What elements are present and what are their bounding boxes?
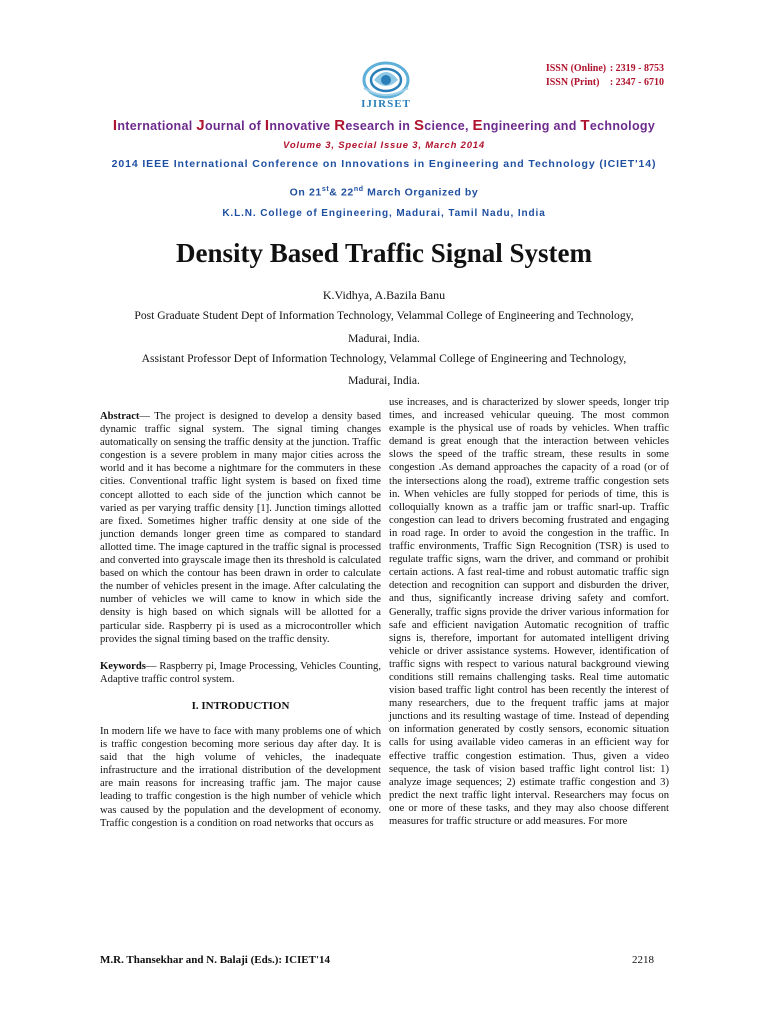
journal-initial: I	[112, 117, 118, 134]
conference-dates	[0, 186, 768, 199]
issn-print-value: : 2347 - 6710	[609, 77, 664, 88]
journal-initial: T	[580, 117, 590, 134]
paper-title: Density Based Traffic Signal System	[175, 238, 592, 268]
conference-name: 2014 IEEE International Conference on Innovations in Engineering and Technology (ICIET'14)	[111, 158, 657, 170]
journal-initial: I	[264, 117, 270, 134]
affiliation-2-line-2: Madurai, India.	[348, 374, 420, 387]
organizing-college: K.L.N. College of Engineering, Madurai, Tamil Nadu, India	[222, 208, 546, 219]
journal-name	[0, 117, 768, 134]
journal-word: ournal of	[204, 119, 265, 133]
footer-editors: M.R. Thansekhar and N. Balaji (Eds.): ICIET'14	[100, 954, 331, 966]
right-column	[389, 396, 669, 828]
journal-word: nnovative	[269, 119, 335, 133]
journal-word: esearch in	[345, 119, 414, 133]
abstract-label: Abstract	[100, 411, 140, 422]
dates-prefix: On 21	[289, 186, 322, 199]
journal-initial: J	[196, 117, 205, 134]
abstract-text: — The project is designed to develop a density based dynamic traffic signal system. The signal timing changes automatically on sensing the traffic density at the junction. Traffic congestion is a severe problem in many major cities across the world and it has become a nightmare for the commuters in these cities. Conventional traffic light system is based on fixed time concept allotted to each side of the junction which cannot be varied as per varying traffic density [1]. Junction timings allotted are fixed. Sometimes higher traffic density at one side of the junction demands longer green time as compared to standard allotted time. The image captured in the traffic signal is processed and converted into grayscale image then its threshold is calculated based on which the contour has been drawn in order to calculate the number of vehicles present in the image. After calculating the number of vehicles we will came to know in which side the density is high based on which signals will be allotted for a particular side. Raspberry pi is used as a microcontroller which provides the signal timing based on the traffic density.	[100, 411, 381, 645]
issn-print-label: ISSN (Print)	[545, 77, 600, 88]
journal-initial: S	[413, 117, 425, 134]
affiliation-1-line-1: Post Graduate Student Dept of Information Technology, Velammal College of Engineering and Technology,	[134, 309, 634, 322]
left-column	[100, 410, 381, 830]
journal-word: ngineering and	[482, 119, 581, 133]
section-heading-introduction: I. INTRODUCTION	[191, 699, 290, 712]
keywords-label: Keywords	[100, 660, 146, 672]
journal-initial: E	[472, 117, 483, 134]
affiliation-1-line-2: Madurai, India.	[348, 332, 420, 345]
issn-online-value: : 2319 - 8753	[609, 63, 664, 74]
volume-info: Volume 3, Special Issue 3, March 2014	[283, 140, 485, 151]
issn-online-label: ISSN (Online)	[545, 63, 607, 74]
dates-sup2: nd	[353, 186, 364, 193]
dates-mid: & 22	[329, 186, 354, 199]
keywords	[100, 660, 381, 686]
issn-online-row	[546, 62, 664, 76]
affiliation-2-line-1: Assistant Professor Dept of Information Technology, Velammal College of Engineering and Technology,	[141, 352, 627, 365]
journal-word: cience,	[424, 119, 473, 133]
journal-initial: R	[334, 117, 346, 134]
dates-sup1: st	[321, 186, 330, 193]
journal-word: nternational	[117, 119, 197, 133]
keywords-text: — Raspberry pi, Image Processing, Vehicles Counting, Adaptive traffic control system.	[100, 660, 381, 685]
page-number: 2218	[632, 954, 654, 966]
paper-authors: K.Vidhya, A.Bazila Banu	[322, 288, 446, 302]
introduction-paragraph: In modern life we have to face with many problems one of which is traffic congestion becoming more serious day after day. It is said that the high volume of vehicles, the inadequate infrastructure and the irrational distribution of the development are main reasons for increasing traffic jam. The major cause leading to traffic congestion is the high number of vehicle which was caused by the population and the development of economy. Traffic congestion is a condition on road networks that occurs as	[100, 725, 381, 829]
journal-word: echnology	[589, 119, 656, 133]
issn-print-row	[546, 76, 664, 90]
introduction-continued: use increases, and is characterized by slower speeds, longer trip times, and increased vehicular queuing. The most common example is the physical use of roads by vehicles. When traffic demand is great enough that the interaction between vehicles slows the speed of the traffic stream, these results in some congestion .As demand approaches the capacity of a road (or of the intersections along the road), extreme traffic congestion sets in. When vehicles are fully stopped for periods of time, this is colloquially known as a traffic jam or traffic snarl-up. Traffic congestion can lead to drivers becoming frustrated and engaging in road rage. In order to avoid the congestion in the traffic. In traffic environments, Traffic Sign Recognition (TSR) is used to regulate traffic signs, warn the driver, and command or prohibit certain actions. A fast real-time and robust automatic traffic sign detection and recognition can support and disburden the driver, and thus, significantly increase driving safety and comfort. Generally, traffic signs provide the driver various information for safe and efficient navigation Automatic recognition of traffic signs is, therefore, important for automated intelligent driving vehicle or driver assistance systems. However, identification of traffic signs with respect to various natural background viewing conditions still remains challenging tasks. Real time automatic vision based traffic light control has been recently the interest of many researchers, due to the frequent traffic jams at major junctions and its resulting wastage of time. Instead of depending on information generated by costly sensors, economic situation calls for using available video cameras in an efficient way for effective traffic congestion estimation. Thus, given a video sequence, the task of vision based traffic light control list: 1) analyze image sequences; 2) estimate traffic congestion and 3) predict the next traffic light interval. Researchers may focus on one or more of these tasks, and they may also choose different measures for traffic structure or add measures. For more	[389, 397, 669, 827]
abstract	[100, 410, 381, 646]
issn-block	[546, 62, 664, 90]
logo-text: IJIRSET	[361, 98, 411, 110]
dates-suffix: March Organized by	[363, 186, 479, 199]
